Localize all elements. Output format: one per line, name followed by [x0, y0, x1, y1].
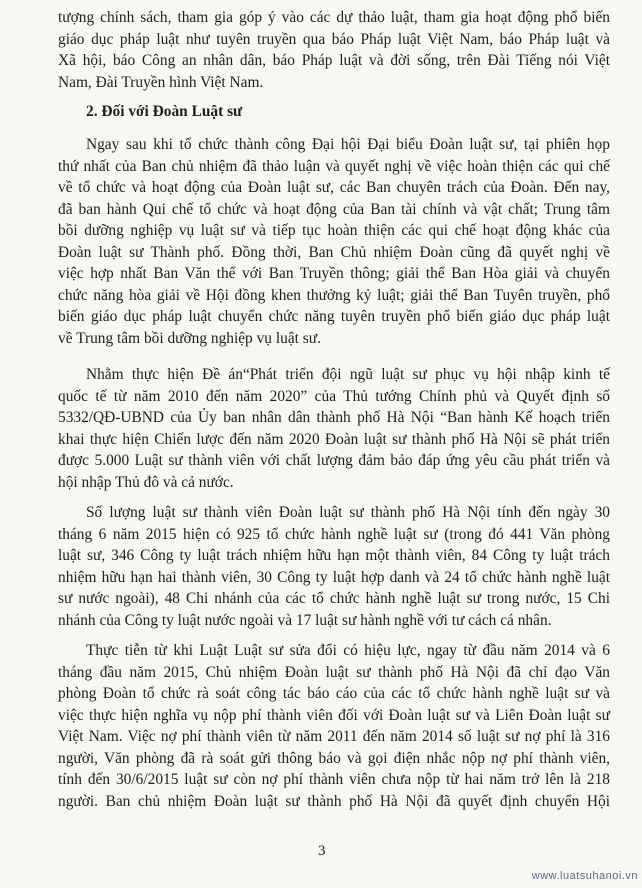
text-line: được 5.000 Luật sư thành viên với chất lượng đảm bảo đáp ứng yêu cầu phát triển và	[58, 452, 610, 469]
text-line: Nhằm thực hiện Đề án“Phát triển đội ngũ luật sư phục vụ hội nhập kinh tế	[86, 366, 610, 383]
text-line: tính đến 30/6/2015 luật sư còn nợ phí thành viên chưa nộp từ hai năm trở lên là 218	[58, 771, 610, 788]
text-line: khai thực hiện Chiến lược đến năm 2020 Đoàn luật sư thành phố Hà Nội sẽ phát triển	[58, 430, 610, 448]
text-line: luật sư, 346 Công ty luật trách nhiệm hữu hạn một thành viên, 84 Công ty luật trách	[58, 547, 610, 564]
paragraph-3	[58, 502, 610, 631]
text-line: người. Ban chủ nhiệm Đoàn luật sư thành phố Hà Nội đã quyết định chuyển Hội	[58, 792, 610, 810]
text-line: nhánh của Công ty luật nước ngoài và 17 luật sư hành nghề với tư cách cá nhân.	[58, 611, 552, 629]
text-line: hội nhập Thủ đô và cả nước.	[58, 473, 234, 491]
text-line: nhiệm hữu hạn hai thành viên, 30 Công ty luật hợp danh và 24 tổ chức hành nghề luật	[58, 568, 610, 586]
paragraph-4	[58, 640, 610, 812]
text-line: Nam, Đài Truyền hình Việt Nam.	[58, 73, 264, 91]
text-line: Số lượng luật sư thành viên Đoàn luật sư thành phố Hà Nội tính đến ngày 30	[86, 504, 610, 521]
text-line: quốc tế từ năm 2010 đến năm 2020” của Thủ tướng Chính phủ và Quyết định số	[58, 387, 610, 405]
text-line: việc thực hiện nghĩa vụ nộp phí thành viên đối với Đoàn luật sư và Liên Đoàn luật sư	[58, 706, 610, 724]
text-line: bồi dưỡng nghiệp vụ luật sư và tiếp tục hoàn thiện các qui chế hoạt động khác của	[58, 222, 610, 239]
watermark-url: www.luatsuhanoi.vn	[531, 870, 638, 882]
text-line: giáo dục pháp luật như tuyên truyền qua báo Pháp luật Việt Nam, báo Pháp luật và	[58, 30, 610, 48]
text-line: người, Văn phòng đã rà soát gửi thông báo và gọi điện nhắc nộp nợ phí thành viên,	[58, 749, 610, 767]
text-line: Xã hội, báo Công an nhân dân, báo Pháp luật và đời sống, trên Đài Tiếng nói Việt	[58, 52, 610, 69]
text-line: 5332/QĐ-UBND của Ủy ban nhân dân thành phố Hà Nội “Ban hành Kế hoạch triển	[58, 409, 610, 426]
text-line: Thực tiễn từ khi Luật Luật sư sửa đổi có hiệu lực, ngay từ đầu năm 2014 và 6	[86, 642, 610, 659]
text-line: phòng Đoàn tổ chức rà soát công tác báo cáo của các tổ chức hành nghề luật sư và	[58, 685, 610, 702]
text-line: thứ nhất của Ban chủ nhiệm đã thảo luận và quyết nghị về việc hoàn thiện các qui chế	[58, 157, 610, 175]
text-line: về Trung tâm bồi dưỡng nghiệp vụ luật sư.	[58, 329, 321, 347]
paragraph-2	[58, 364, 610, 493]
text-line: tượng chính sách, tham gia góp ý vào các dự thảo luật, tham gia hoạt động phổ biến	[58, 9, 610, 26]
paragraph-intro	[58, 7, 610, 93]
text-line: về tổ chức và hoạt động của Đoàn luật sư, các Ban chuyên trách của Đoàn. Đến nay,	[58, 179, 610, 196]
text-line: sư nước ngoài), 48 Chi nhánh của các tổ chức hành nghề luật sư trong nước, 15 Chi	[58, 590, 610, 607]
text-line: biến giáo dục pháp luật chuyển chức năng tuyên truyền phổ biến giáo dục pháp luật	[58, 308, 610, 325]
text-line: tháng 6 năm 2015 hiện có 925 tổ chức hành nghề luật sư (trong đó 441 Văn phòng	[58, 525, 610, 543]
text-line: chức năng hòa giải về Hội đồng khen thưởng kỷ luật; giải thể Ban Tuyên truyền, phổ	[58, 286, 610, 304]
text-line: Ngay sau khi tổ chức thành công Đại hội Đại biểu Đoàn luật sư, tại phiên họp	[86, 136, 610, 153]
text-line: Việt Nam. Việc nợ phí thành viên từ năm 2011 đến năm 2014 số luật sư nợ phí là 316	[58, 728, 610, 745]
text-line: Đoàn luật sư Thành phố. Đồng thời, Ban Chủ nhiệm Đoàn cũng đã quyết nghị về	[58, 243, 610, 261]
page-number: 3	[318, 843, 326, 859]
section-heading: 2. Đối với Đoàn Luật sư	[86, 103, 243, 120]
paragraph-1	[58, 134, 610, 349]
text-line: đã ban hành Qui chế tổ chức và hoạt động của Ban tài chính và vật chất; Trung tâm	[58, 200, 610, 218]
text-line: tháng đầu năm 2015, Chủ nhiệm Đoàn luật sư thành phố Hà Nội đã chỉ đạo Văn	[58, 663, 610, 681]
text-line: việc hợp nhất Ban Văn thể với Ban Truyền thông; giải thể Ban Hòa giải và chuyển	[58, 265, 610, 282]
